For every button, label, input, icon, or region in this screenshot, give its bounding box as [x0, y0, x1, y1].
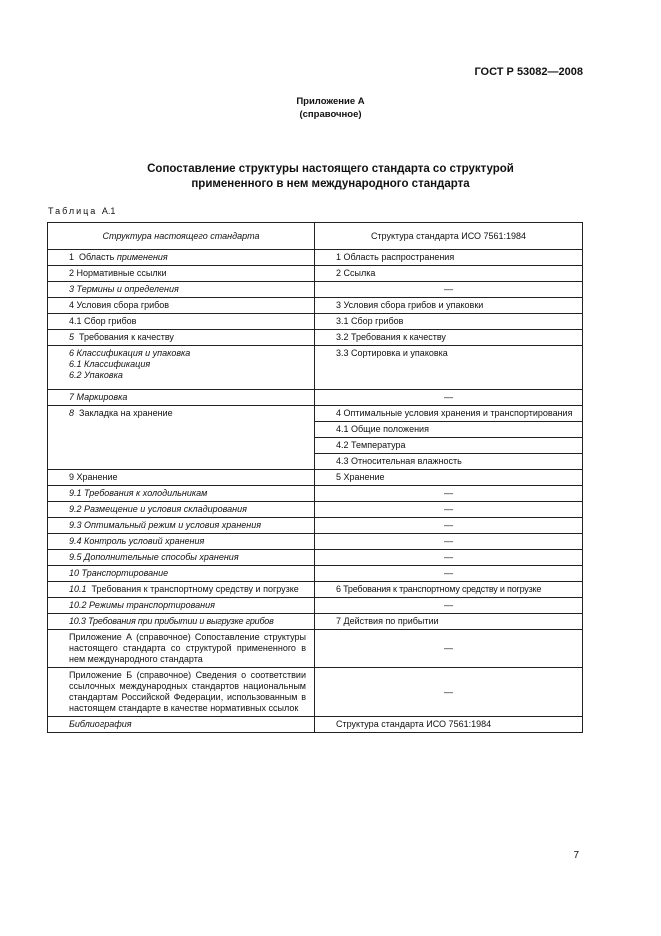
cell-text: Требования к транспортному средству и погрузке: [91, 584, 299, 594]
cell-right: —: [315, 486, 583, 502]
cell-right: —: [315, 390, 583, 406]
cell-right: 4.3 Относительная влажность: [315, 454, 583, 470]
table-row: [48, 470, 583, 486]
table-row: [48, 502, 583, 518]
title-line-2: примененного в нем международного стандарта: [191, 178, 470, 190]
cell-right: 4.1 Общие положения: [315, 422, 583, 438]
cell-line: 6 Классификация и упаковка: [69, 348, 191, 358]
table-row: [48, 717, 583, 733]
cell-left: Приложение А (справочное) Сопоставление структуры настоящего стандарта со структурой примененного в нем международного стандарта: [48, 630, 315, 668]
table-row: [48, 518, 583, 534]
table-row: [48, 314, 583, 330]
appendix-type: (справочное): [299, 109, 362, 120]
header-left: Структура настоящего стандарта: [48, 223, 315, 250]
cell-right: —: [315, 668, 583, 717]
appendix-heading: [0, 95, 661, 121]
cell-left: 9.4 Контроль условий хранения: [48, 534, 315, 550]
cell-left: [48, 330, 315, 346]
cell-line: 6.1 Классификация: [69, 359, 151, 369]
table-row: [48, 266, 583, 282]
document-title: [0, 162, 661, 192]
cell-right: 2 Ссылка: [315, 266, 583, 282]
cell-left: [48, 250, 315, 266]
cell-left: 9.2 Размещение и условия складирования: [48, 502, 315, 518]
cell-left: [48, 406, 315, 470]
table-row: [48, 406, 583, 422]
cell-right: 3.2 Требования к качеству: [315, 330, 583, 346]
cell-text: Требования к качеству: [79, 332, 174, 342]
cell-right: —: [315, 534, 583, 550]
cell-right: —: [315, 518, 583, 534]
cell-text-italic: применения: [116, 252, 168, 262]
cell-line: 6.2 Упаковка: [69, 370, 123, 380]
table-row: [48, 282, 583, 298]
table-caption-word: Таблица: [48, 206, 98, 216]
cell-left: Библиография: [48, 717, 315, 733]
table-row: [48, 630, 583, 668]
table-row: [48, 250, 583, 266]
table-row: [48, 614, 583, 630]
cell-right: —: [315, 566, 583, 582]
cell-left: 4 Условия сбора грибов: [48, 298, 315, 314]
cell-left: [48, 346, 315, 390]
table-row: [48, 550, 583, 566]
cell-right: 3 Условия сбора грибов и упаковки: [315, 298, 583, 314]
cell-left: 9.1 Требования к холодильникам: [48, 486, 315, 502]
cell-right: 6 Требования к транспортному средству и погрузке: [315, 582, 583, 598]
cell-left: 4.1 Сбор грибов: [48, 314, 315, 330]
table-header-row: [48, 223, 583, 250]
appendix-title: Приложение А: [296, 96, 365, 107]
page-number: 7: [573, 850, 579, 861]
cell-right: —: [315, 598, 583, 614]
header-right: Структура стандарта ИСО 7561:1984: [315, 223, 583, 250]
cell-number: 8: [69, 408, 75, 418]
cell-left: 10 Транспортирование: [48, 566, 315, 582]
table-row: [48, 582, 583, 598]
cell-left: 9 Хранение: [48, 470, 315, 486]
cell-right: 1 Область распространения: [315, 250, 583, 266]
table-row: [48, 390, 583, 406]
cell-left: 9.5 Дополнительные способы хранения: [48, 550, 315, 566]
cell-right: 3.1 Сбор грибов: [315, 314, 583, 330]
cell-left: 10.2 Режимы транспортирования: [48, 598, 315, 614]
cell-text: Закладка на хранение: [79, 408, 173, 418]
structure-comparison-table: [47, 222, 583, 733]
cell-right: Структура стандарта ИСО 7561:1984: [315, 717, 583, 733]
table-row: [48, 330, 583, 346]
cell-right: —: [315, 502, 583, 518]
table-caption-number: А.1: [101, 206, 116, 216]
table-row: [48, 298, 583, 314]
cell-right: —: [315, 282, 583, 298]
table-row: [48, 598, 583, 614]
cell-right: 3.3 Сортировка и упаковка: [315, 346, 583, 390]
cell-right: 4 Оптимальные условия хранения и транспортирования: [315, 406, 583, 422]
cell-left: Приложение Б (справочное) Сведения о соответствии ссылочных международных стандартов национальным стандартам Российской Федерации, использованным в настоящем стандарте в качестве нормативных ссылок: [48, 668, 315, 717]
cell-left: 9.3 Оптимальный режим и условия хранения: [48, 518, 315, 534]
cell-right: 7 Действия по прибытии: [315, 614, 583, 630]
table-row: [48, 566, 583, 582]
cell-number: 1: [69, 252, 75, 262]
table-row: [48, 534, 583, 550]
cell-text: Область: [79, 252, 115, 262]
title-line-1: Сопоставление структуры настоящего стандарта со структурой: [147, 163, 514, 175]
table-caption: [48, 206, 115, 216]
cell-right: 5 Хранение: [315, 470, 583, 486]
cell-number: 5: [69, 332, 75, 342]
cell-left: 7 Маркировка: [48, 390, 315, 406]
cell-left: 3 Термины и определения: [48, 282, 315, 298]
cell-right: 4.2 Температура: [315, 438, 583, 454]
cell-number: 10.1: [69, 584, 87, 594]
cell-right: —: [315, 550, 583, 566]
table-row: [48, 668, 583, 717]
cell-right: —: [315, 630, 583, 668]
cell-left: [48, 582, 315, 598]
cell-left: 10.3 Требования при прибытии и выгрузке грибов: [48, 614, 315, 630]
table-row: [48, 486, 583, 502]
cell-left: 2 Нормативные ссылки: [48, 266, 315, 282]
standard-number: ГОСТ Р 53082—2008: [474, 66, 583, 78]
table-row: [48, 346, 583, 390]
